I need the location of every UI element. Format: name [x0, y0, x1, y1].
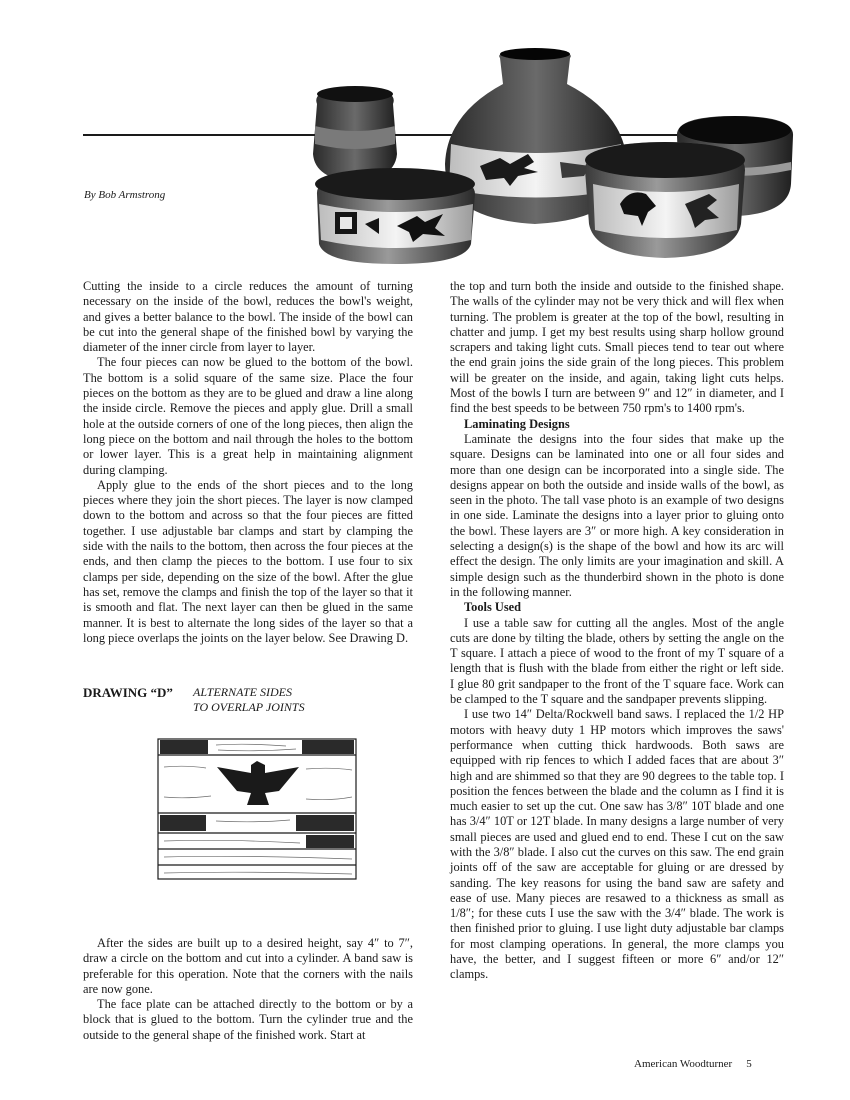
paragraph: I use two 14″ Delta/Rockwell band saws. I replaced the 1/2 HP motors with heavy duty 1 HP motors which improves the saws' performance when cutting thick hardwoods. Both saws are equipped with rip fences to which I added faces that are about 3″ high and are shimmed so that they are 90 degrees to the table top. I position the fences between the blade and the column as I find it is much easier to set up the cut. One saw has 3/8″ 10T blade and one has 3/4″ 10T or 12T blade. In many designs a large number of very small pieces are used and glued end to end. These I cut on the saw with the 3/8″ blade. I also cut the curves on this saw. The end grain joints off of the saw are acceptable for gluing or are dressed by sanding. The key reasons for using the band saw are safety and ease of use. Many pieces are resawed to a thickness as small as 1/8″; for these cuts I use the saw with the 3/4″ blade. The work is then finished prior to gluing. I use light duty adjustable bar clamps for most clamping operations. In general, the more clamps you have, the better, and I suggest fifteen or more 6″ and/or 12″ clamps. [450, 707, 784, 982]
drawing-caption [193, 685, 305, 715]
page-number: 5 [746, 1058, 752, 1070]
thunderbird-figure [217, 761, 299, 805]
right-column [450, 279, 784, 983]
bird-bowl [585, 142, 745, 258]
paragraph: The face plate can be attached directly to the bottom or by a block that is glued to the bottom. Turn the cylinder true and the outside to the general shape of the finished work. Start at [83, 997, 413, 1042]
paragraph: Apply glue to the ends of the short pieces and to the long pieces where they join the short pieces. The layer is now clamped down to the bottom and across so that the four pieces are fitted together. I use adjustable bar clamps and start by clamping the side with the nails to the bottom, then across the four pieces at the ends, and then clamp the pieces to the bottom. I use four to six clamps per side, depending on the size of the bowl. After the glue has set, remove the clamps and finish the top of the layer so that it is smooth and flat. The next layer can then be glued in the same manner. It is best to alternate the long sides of the layer so that a long piece overlaps the joints on the layer below. See Drawing D. [83, 477, 413, 645]
left-column-bottom [83, 936, 413, 1043]
drawing-label: DRAWING “D” [83, 685, 173, 700]
paragraph: I use a table saw for cutting all the angles. Most of the angle cuts are done by tilting the blade, others by setting the angle on the T square. I attach a piece of wood to the front of my T square of a length that is flush with the blade from either the right or left side. I glue 80 grit sandpaper to the front of the T square face. Work can be clamped to the T square and the sandpaper prevents slipping. [450, 615, 784, 707]
bowls-photo [305, 44, 795, 266]
publication-name: American Woodturner [634, 1058, 733, 1070]
byline: By Bob Armstrong [84, 189, 166, 201]
paragraph: the top and turn both the inside and outside to the finished shape. The walls of the cylinder may not be very thick and will flex when turning. The problem is greater at the top of the bowl, resulting in chatter and jump. I get my best results using sharp hollow ground scrapers and taking light cuts. Small pieces tend to tear out where the end grain joins the side grain of the long pieces. This problem will be greater on the inside, and again, taking light cuts helps. Most of the bowls I turn are between 9″ and 12″ in diameter, and I find the best speeds to be between 750 rpm's to 1400 rpm's. [450, 279, 784, 416]
page-footer [634, 1058, 752, 1070]
drawing-caption-line: ALTERNATE SIDES [193, 685, 292, 699]
layer-diagram [156, 737, 358, 885]
section-heading: Laminating Designs [464, 416, 570, 431]
section-heading: Tools Used [464, 600, 522, 615]
paragraph: The four pieces can now be glued to the bottom of the bowl. The bottom is a solid square of the same size. Place the four pieces on the bottom as they are to be glued and draw a line along the inside circle. Remove the pieces and apply glue. Drill a small hole at the outside corners of one of the long pieces, then align the long piece on the bottom and nail through the holes to the bottom or lower layer. This is a great help in maintaining alignment during clamping. [83, 355, 413, 477]
front-bowl [315, 168, 475, 264]
paragraph: Cutting the inside to a circle reduces the amount of turning necessary on the inside of the bowl, reduces the bowl's weight, and gives a better balance to the bowl. The inside of the bowl can be cut into the general shape of the finished bowl by varying the diameter of the inner circle from layer to layer. [83, 279, 413, 355]
paragraph: Laminate the designs into the four sides that make up the square. Designs can be laminated into one or all four sides and more than one design can be incorporated into a single side. The designs appear on both the outside and inside walls of the bowl, as seen in the photo. The tall vase photo is an example of two designs in one side. Laminate the designs into a layer prior to gluing onto the bowl. These layers are 3″ or more high. A key consideration in selecting a design(s) is the shape of the bowl and how its arc will effect the design. The only limits are your imagination and skill. A simple design such as the thunderbird shown in the photo is done in the following manner. [450, 431, 784, 599]
drawing-caption-line: TO OVERLAP JOINTS [193, 700, 305, 714]
left-column-top [83, 279, 413, 646]
paragraph: After the sides are built up to a desired height, say 4″ to 7″, draw a circle on the bottom and cut into a cylinder. A band saw is preferable for this operation. Note that the corners with the nails are now gone. [83, 936, 413, 996]
small-pot [313, 86, 397, 182]
